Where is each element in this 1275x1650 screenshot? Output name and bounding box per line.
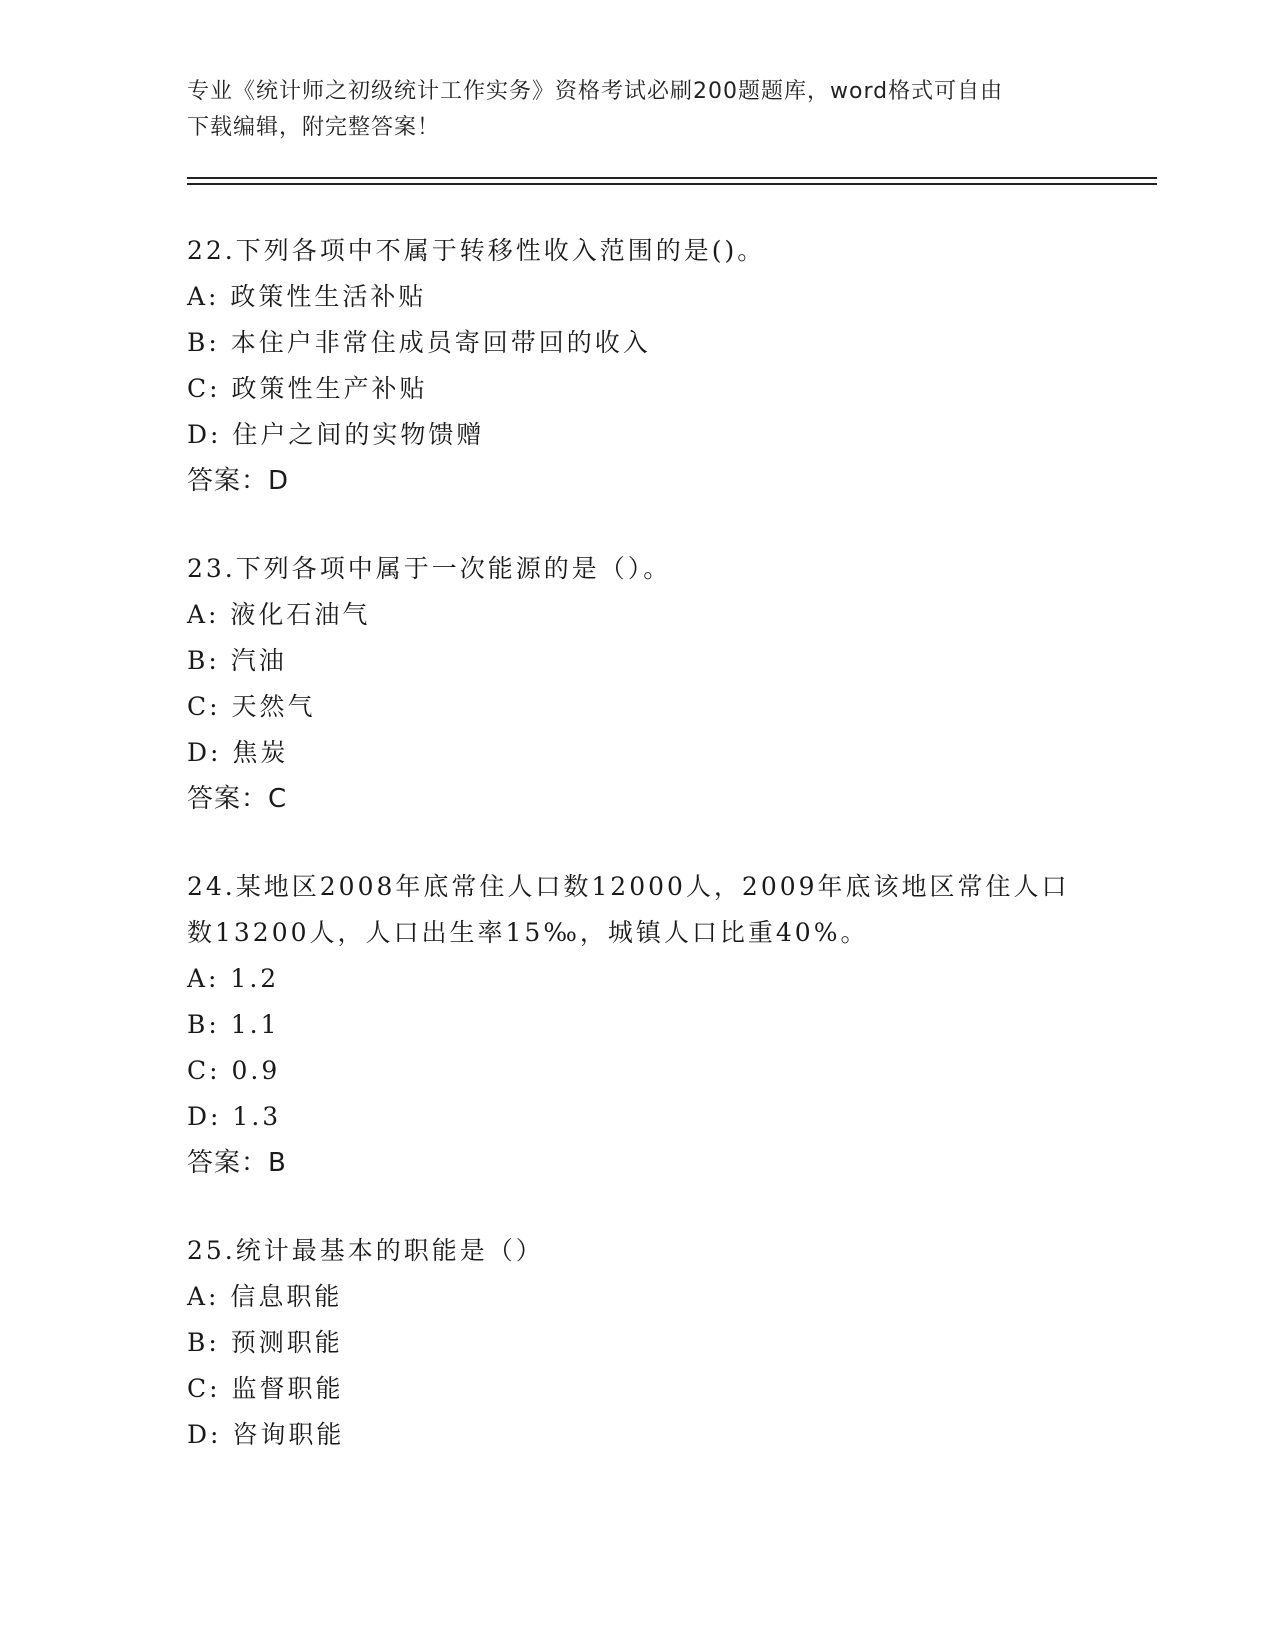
- option-b: B: 1.1: [187, 1010, 280, 1039]
- question-stem-line-1: 24.某地区2008年底常住人口数12000人，2009年底该地区常住人口: [187, 872, 1070, 901]
- option-b: B: 本住户非常住成员寄回带回的收入: [187, 328, 651, 357]
- question-23: [187, 546, 1087, 822]
- option-d: D: 住户之间的实物馈赠: [187, 420, 485, 449]
- option-c: C: 监督职能: [187, 1374, 344, 1403]
- question-24: [187, 864, 1087, 1186]
- question-25: [187, 1228, 1087, 1458]
- option-b: B: 汽油: [187, 646, 287, 675]
- header-divider-bottom: [187, 183, 1157, 185]
- question-stem: 25.统计最基本的职能是（）: [187, 1236, 544, 1265]
- header-divider-top: [187, 177, 1157, 179]
- option-d: D: 焦炭: [187, 738, 289, 767]
- header-line-1: 专业《统计师之初级统计工作实务》资格考试必刷200题题库，word格式可自由: [187, 79, 1004, 104]
- option-c: C: 政策性生产补贴: [187, 374, 428, 403]
- answer: 答案：B: [187, 1148, 287, 1178]
- answer: 答案：D: [187, 466, 290, 496]
- option-b: B: 预测职能: [187, 1328, 343, 1357]
- option-c: C: 0.9: [187, 1056, 281, 1085]
- option-d: D: 1.3: [187, 1102, 282, 1131]
- document-header: [187, 74, 1087, 146]
- header-line-2: 下载编辑，附完整答案！: [187, 115, 441, 140]
- option-c: C: 天然气: [187, 692, 316, 721]
- option-a: A: 政策性生活补贴: [187, 282, 427, 311]
- option-d: D: 咨询职能: [187, 1420, 345, 1449]
- option-a: A: 1.2: [187, 964, 280, 993]
- question-stem: 22.下列各项中不属于转移性收入范围的是()。: [187, 236, 766, 265]
- answer: 答案：C: [187, 784, 288, 814]
- option-a: A: 信息职能: [187, 1282, 343, 1311]
- option-a: A: 液化石油气: [187, 600, 371, 629]
- question-stem: 23.下列各项中属于一次能源的是（）。: [187, 554, 672, 583]
- question-22: [187, 228, 1087, 504]
- question-stem-line-2: 数13200人，人口出生率15‰，城镇人口比重40%。: [187, 918, 869, 947]
